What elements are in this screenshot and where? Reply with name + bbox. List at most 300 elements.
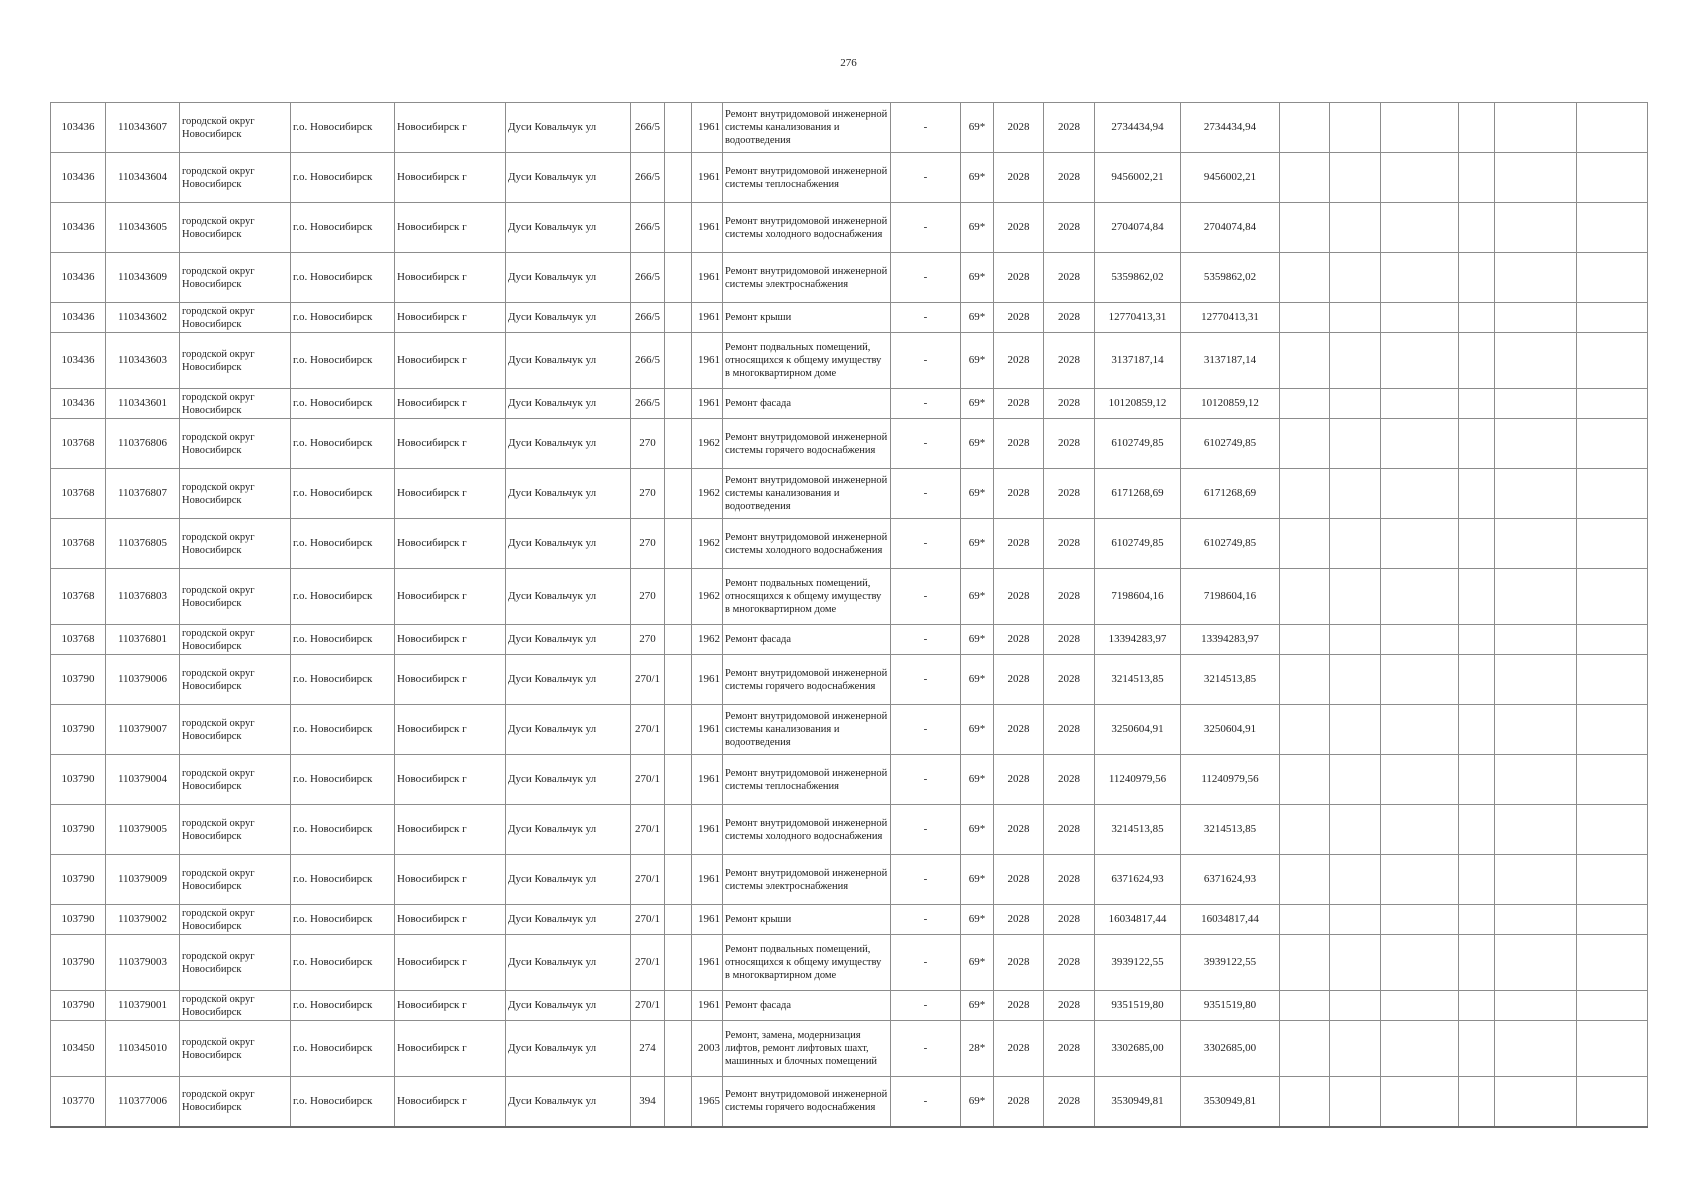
empty-cell (1459, 655, 1495, 705)
house-number-cell: 274 (631, 1021, 665, 1077)
city-cell: Новосибирск г (395, 991, 506, 1021)
work-type-cell: Ремонт внутридомовой инженерной системы канализования и водоотведения (723, 705, 891, 755)
empty-cell (1459, 303, 1495, 333)
empty-cell (1459, 855, 1495, 905)
empty-cell (1577, 303, 1648, 333)
building-cell (665, 519, 692, 569)
building-cell (665, 655, 692, 705)
building-cell (665, 203, 692, 253)
empty-cell (1459, 905, 1495, 935)
row-id-cell: 103436 (51, 303, 106, 333)
empty-cell (1577, 935, 1648, 991)
wear-percent-cell: 69* (961, 855, 994, 905)
plan-year-end-cell: 2028 (1044, 469, 1095, 519)
mark-cell: - (891, 905, 961, 935)
work-type-cell: Ремонт внутридомовой инженерной системы теплоснабжения (723, 153, 891, 203)
building-cell (665, 333, 692, 389)
city-cell: Новосибирск г (395, 569, 506, 625)
cost-cell: 9456002,21 (1095, 153, 1181, 203)
district-cell: г.о. Новосибирск (291, 1021, 395, 1077)
total-cost-cell: 10120859,12 (1181, 389, 1280, 419)
empty-cell (1280, 389, 1330, 419)
table-row (51, 855, 1648, 905)
page-number: 276 (840, 57, 857, 69)
object-code-cell: 110376801 (106, 625, 180, 655)
empty-cell (1381, 519, 1459, 569)
total-cost-cell: 12770413,31 (1181, 303, 1280, 333)
construction-year-cell: 1961 (692, 253, 723, 303)
municipality-cell: городской округ Новосибирск (180, 203, 291, 253)
empty-cell (1280, 153, 1330, 203)
empty-cell (1495, 153, 1577, 203)
municipality-cell: городской округ Новосибирск (180, 625, 291, 655)
municipality-cell: городской округ Новосибирск (180, 755, 291, 805)
empty-cell (1381, 253, 1459, 303)
row-id-cell: 103436 (51, 103, 106, 153)
cost-cell: 3214513,85 (1095, 655, 1181, 705)
empty-cell (1280, 705, 1330, 755)
empty-cell (1495, 333, 1577, 389)
mark-cell: - (891, 991, 961, 1021)
plan-year-end-cell: 2028 (1044, 655, 1095, 705)
mark-cell: - (891, 153, 961, 203)
object-code-cell: 110377006 (106, 1077, 180, 1127)
table-row (51, 103, 1648, 153)
wear-percent-cell: 69* (961, 303, 994, 333)
district-cell: г.о. Новосибирск (291, 333, 395, 389)
capital-repair-registry-table (50, 102, 1648, 1128)
mark-cell: - (891, 805, 961, 855)
empty-cell (1577, 103, 1648, 153)
empty-cell (1495, 755, 1577, 805)
construction-year-cell: 1961 (692, 805, 723, 855)
total-cost-cell: 3530949,81 (1181, 1077, 1280, 1127)
municipality-cell: городской округ Новосибирск (180, 303, 291, 333)
plan-year-end-cell: 2028 (1044, 1021, 1095, 1077)
table-row (51, 303, 1648, 333)
district-cell: г.о. Новосибирск (291, 203, 395, 253)
construction-year-cell: 1961 (692, 303, 723, 333)
work-type-cell: Ремонт внутридомовой инженерной системы холодного водоснабжения (723, 805, 891, 855)
empty-cell (1495, 805, 1577, 855)
object-code-cell: 110376806 (106, 419, 180, 469)
cost-cell: 3137187,14 (1095, 333, 1181, 389)
empty-cell (1495, 991, 1577, 1021)
plan-year-end-cell: 2028 (1044, 569, 1095, 625)
district-cell: г.о. Новосибирск (291, 303, 395, 333)
empty-cell (1495, 203, 1577, 253)
work-type-cell: Ремонт внутридомовой инженерной системы канализования и водоотведения (723, 103, 891, 153)
total-cost-cell: 3214513,85 (1181, 805, 1280, 855)
construction-year-cell: 2003 (692, 1021, 723, 1077)
empty-cell (1280, 625, 1330, 655)
mark-cell: - (891, 389, 961, 419)
empty-cell (1381, 1021, 1459, 1077)
street-cell: Дуси Ковальчук ул (506, 103, 631, 153)
house-number-cell: 266/5 (631, 103, 665, 153)
street-cell: Дуси Ковальчук ул (506, 419, 631, 469)
empty-cell (1495, 389, 1577, 419)
work-type-cell: Ремонт внутридомовой инженерной системы канализования и водоотведения (723, 469, 891, 519)
wear-percent-cell: 69* (961, 333, 994, 389)
total-cost-cell: 3939122,55 (1181, 935, 1280, 991)
mark-cell: - (891, 333, 961, 389)
cost-cell: 3530949,81 (1095, 1077, 1181, 1127)
municipality-cell: городской округ Новосибирск (180, 153, 291, 203)
empty-cell (1495, 655, 1577, 705)
street-cell: Дуси Ковальчук ул (506, 805, 631, 855)
municipality-cell: городской округ Новосибирск (180, 389, 291, 419)
cost-cell: 6102749,85 (1095, 519, 1181, 569)
municipality-cell: городской округ Новосибирск (180, 569, 291, 625)
district-cell: г.о. Новосибирск (291, 419, 395, 469)
object-code-cell: 110343607 (106, 103, 180, 153)
empty-cell (1459, 1021, 1495, 1077)
district-cell: г.о. Новосибирск (291, 253, 395, 303)
table-row (51, 935, 1648, 991)
house-number-cell: 266/5 (631, 389, 665, 419)
row-id-cell: 103770 (51, 1077, 106, 1127)
wear-percent-cell: 69* (961, 935, 994, 991)
empty-cell (1495, 1077, 1577, 1127)
object-code-cell: 110343602 (106, 303, 180, 333)
work-type-cell: Ремонт фасада (723, 625, 891, 655)
work-type-cell: Ремонт, замена, модернизация лифтов, ремонт лифтовых шахт, машинных и блочных помещений (723, 1021, 891, 1077)
municipality-cell: городской округ Новосибирск (180, 705, 291, 755)
row-id-cell: 103768 (51, 469, 106, 519)
work-type-cell: Ремонт подвальных помещений, относящихся к общему имуществу в многоквартирном доме (723, 569, 891, 625)
object-code-cell: 110379007 (106, 705, 180, 755)
plan-year-end-cell: 2028 (1044, 991, 1095, 1021)
construction-year-cell: 1962 (692, 419, 723, 469)
building-cell (665, 469, 692, 519)
table-row (51, 805, 1648, 855)
street-cell: Дуси Ковальчук ул (506, 625, 631, 655)
building-cell (665, 569, 692, 625)
empty-cell (1381, 705, 1459, 755)
total-cost-cell: 13394283,97 (1181, 625, 1280, 655)
empty-cell (1330, 519, 1381, 569)
empty-cell (1381, 203, 1459, 253)
construction-year-cell: 1961 (692, 755, 723, 805)
house-number-cell: 270/1 (631, 655, 665, 705)
district-cell: г.о. Новосибирск (291, 1077, 395, 1127)
empty-cell (1381, 855, 1459, 905)
street-cell: Дуси Ковальчук ул (506, 1077, 631, 1127)
building-cell (665, 153, 692, 203)
cost-cell: 3250604,91 (1095, 705, 1181, 755)
street-cell: Дуси Ковальчук ул (506, 469, 631, 519)
table-row (51, 1077, 1648, 1127)
street-cell: Дуси Ковальчук ул (506, 705, 631, 755)
house-number-cell: 266/5 (631, 303, 665, 333)
empty-cell (1577, 203, 1648, 253)
district-cell: г.о. Новосибирск (291, 519, 395, 569)
object-code-cell: 110376803 (106, 569, 180, 625)
empty-cell (1577, 153, 1648, 203)
empty-cell (1381, 935, 1459, 991)
building-cell (665, 755, 692, 805)
work-type-cell: Ремонт крыши (723, 303, 891, 333)
object-code-cell: 110376807 (106, 469, 180, 519)
mark-cell: - (891, 469, 961, 519)
construction-year-cell: 1961 (692, 935, 723, 991)
wear-percent-cell: 69* (961, 805, 994, 855)
plan-year-start-cell: 2028 (994, 469, 1044, 519)
empty-cell (1495, 469, 1577, 519)
city-cell: Новосибирск г (395, 203, 506, 253)
mark-cell: - (891, 755, 961, 805)
cost-cell: 11240979,56 (1095, 755, 1181, 805)
empty-cell (1280, 755, 1330, 805)
empty-cell (1280, 203, 1330, 253)
district-cell: г.о. Новосибирск (291, 705, 395, 755)
total-cost-cell: 6102749,85 (1181, 419, 1280, 469)
empty-cell (1459, 625, 1495, 655)
plan-year-start-cell: 2028 (994, 755, 1044, 805)
table-row (51, 991, 1648, 1021)
object-code-cell: 110343609 (106, 253, 180, 303)
mark-cell: - (891, 519, 961, 569)
construction-year-cell: 1965 (692, 1077, 723, 1127)
building-cell (665, 855, 692, 905)
cost-cell: 9351519,80 (1095, 991, 1181, 1021)
empty-cell (1280, 991, 1330, 1021)
empty-cell (1577, 519, 1648, 569)
municipality-cell: городской округ Новосибирск (180, 469, 291, 519)
construction-year-cell: 1962 (692, 519, 723, 569)
empty-cell (1577, 469, 1648, 519)
total-cost-cell: 3302685,00 (1181, 1021, 1280, 1077)
total-cost-cell: 9351519,80 (1181, 991, 1280, 1021)
street-cell: Дуси Ковальчук ул (506, 991, 631, 1021)
empty-cell (1330, 805, 1381, 855)
house-number-cell: 270/1 (631, 935, 665, 991)
municipality-cell: городской округ Новосибирск (180, 991, 291, 1021)
row-id-cell: 103768 (51, 569, 106, 625)
empty-cell (1381, 419, 1459, 469)
total-cost-cell: 7198604,16 (1181, 569, 1280, 625)
empty-cell (1330, 203, 1381, 253)
plan-year-start-cell: 2028 (994, 855, 1044, 905)
building-cell (665, 991, 692, 1021)
plan-year-start-cell: 2028 (994, 1077, 1044, 1127)
empty-cell (1330, 655, 1381, 705)
empty-cell (1495, 253, 1577, 303)
object-code-cell: 110379006 (106, 655, 180, 705)
empty-cell (1577, 905, 1648, 935)
plan-year-end-cell: 2028 (1044, 905, 1095, 935)
empty-cell (1459, 333, 1495, 389)
street-cell: Дуси Ковальчук ул (506, 333, 631, 389)
object-code-cell: 110379002 (106, 905, 180, 935)
plan-year-end-cell: 2028 (1044, 303, 1095, 333)
plan-year-start-cell: 2028 (994, 569, 1044, 625)
city-cell: Новосибирск г (395, 935, 506, 991)
table-row (51, 705, 1648, 755)
wear-percent-cell: 69* (961, 991, 994, 1021)
empty-cell (1280, 655, 1330, 705)
table-row (51, 625, 1648, 655)
object-code-cell: 110343603 (106, 333, 180, 389)
house-number-cell: 394 (631, 1077, 665, 1127)
street-cell: Дуси Ковальчук ул (506, 905, 631, 935)
city-cell: Новосибирск г (395, 253, 506, 303)
empty-cell (1280, 303, 1330, 333)
city-cell: Новосибирск г (395, 333, 506, 389)
total-cost-cell: 9456002,21 (1181, 153, 1280, 203)
district-cell: г.о. Новосибирск (291, 991, 395, 1021)
empty-cell (1459, 469, 1495, 519)
work-type-cell: Ремонт внутридомовой инженерной системы теплоснабжения (723, 755, 891, 805)
empty-cell (1495, 303, 1577, 333)
empty-cell (1459, 203, 1495, 253)
street-cell: Дуси Ковальчук ул (506, 519, 631, 569)
district-cell: г.о. Новосибирск (291, 855, 395, 905)
plan-year-start-cell: 2028 (994, 389, 1044, 419)
plan-year-end-cell: 2028 (1044, 805, 1095, 855)
cost-cell: 3939122,55 (1095, 935, 1181, 991)
municipality-cell: городской округ Новосибирск (180, 905, 291, 935)
plan-year-end-cell: 2028 (1044, 625, 1095, 655)
municipality-cell: городской округ Новосибирск (180, 333, 291, 389)
object-code-cell: 110343605 (106, 203, 180, 253)
house-number-cell: 270/1 (631, 705, 665, 755)
plan-year-start-cell: 2028 (994, 655, 1044, 705)
municipality-cell: городской округ Новосибирск (180, 1021, 291, 1077)
plan-year-start-cell: 2028 (994, 333, 1044, 389)
work-type-cell: Ремонт внутридомовой инженерной системы горячего водоснабжения (723, 1077, 891, 1127)
city-cell: Новосибирск г (395, 519, 506, 569)
table-row (51, 469, 1648, 519)
empty-cell (1577, 1077, 1648, 1127)
city-cell: Новосибирск г (395, 153, 506, 203)
house-number-cell: 270/1 (631, 905, 665, 935)
mark-cell: - (891, 419, 961, 469)
empty-cell (1577, 991, 1648, 1021)
building-cell (665, 103, 692, 153)
empty-cell (1280, 855, 1330, 905)
row-id-cell: 103436 (51, 203, 106, 253)
total-cost-cell: 3250604,91 (1181, 705, 1280, 755)
empty-cell (1330, 705, 1381, 755)
empty-cell (1330, 303, 1381, 333)
empty-cell (1577, 805, 1648, 855)
wear-percent-cell: 69* (961, 519, 994, 569)
street-cell: Дуси Ковальчук ул (506, 655, 631, 705)
empty-cell (1495, 905, 1577, 935)
building-cell (665, 253, 692, 303)
cost-cell: 13394283,97 (1095, 625, 1181, 655)
empty-cell (1280, 569, 1330, 625)
city-cell: Новосибирск г (395, 1077, 506, 1127)
object-code-cell: 110379001 (106, 991, 180, 1021)
empty-cell (1381, 805, 1459, 855)
empty-cell (1577, 333, 1648, 389)
table-row (51, 1021, 1648, 1077)
house-number-cell: 270 (631, 419, 665, 469)
empty-cell (1381, 625, 1459, 655)
empty-cell (1459, 103, 1495, 153)
plan-year-end-cell: 2028 (1044, 519, 1095, 569)
cost-cell: 7198604,16 (1095, 569, 1181, 625)
row-id-cell: 103436 (51, 253, 106, 303)
empty-cell (1280, 469, 1330, 519)
building-cell (665, 389, 692, 419)
table-row (51, 153, 1648, 203)
object-code-cell: 110343604 (106, 153, 180, 203)
empty-cell (1495, 519, 1577, 569)
cost-cell: 3302685,00 (1095, 1021, 1181, 1077)
plan-year-end-cell: 2028 (1044, 705, 1095, 755)
district-cell: г.о. Новосибирск (291, 805, 395, 855)
plan-year-start-cell: 2028 (994, 705, 1044, 755)
empty-cell (1381, 303, 1459, 333)
table-row (51, 389, 1648, 419)
construction-year-cell: 1961 (692, 153, 723, 203)
construction-year-cell: 1962 (692, 469, 723, 519)
house-number-cell: 270 (631, 519, 665, 569)
row-id-cell: 103790 (51, 991, 106, 1021)
work-type-cell: Ремонт внутридомовой инженерной системы электроснабжения (723, 253, 891, 303)
empty-cell (1381, 755, 1459, 805)
wear-percent-cell: 69* (961, 469, 994, 519)
district-cell: г.о. Новосибирск (291, 905, 395, 935)
empty-cell (1577, 855, 1648, 905)
row-id-cell: 103768 (51, 519, 106, 569)
plan-year-start-cell: 2028 (994, 519, 1044, 569)
city-cell: Новосибирск г (395, 419, 506, 469)
city-cell: Новосибирск г (395, 805, 506, 855)
empty-cell (1330, 991, 1381, 1021)
plan-year-start-cell: 2028 (994, 805, 1044, 855)
plan-year-end-cell: 2028 (1044, 203, 1095, 253)
district-cell: г.о. Новосибирск (291, 755, 395, 805)
registry-rows (51, 103, 1648, 1127)
building-cell (665, 705, 692, 755)
row-id-cell: 103790 (51, 755, 106, 805)
row-id-cell: 103790 (51, 805, 106, 855)
empty-cell (1495, 103, 1577, 153)
mark-cell: - (891, 855, 961, 905)
plan-year-end-cell: 2028 (1044, 935, 1095, 991)
construction-year-cell: 1961 (692, 103, 723, 153)
plan-year-start-cell: 2028 (994, 303, 1044, 333)
city-cell: Новосибирск г (395, 755, 506, 805)
cost-cell: 2734434,94 (1095, 103, 1181, 153)
empty-cell (1330, 419, 1381, 469)
municipality-cell: городской округ Новосибирск (180, 855, 291, 905)
empty-cell (1330, 625, 1381, 655)
empty-cell (1495, 705, 1577, 755)
total-cost-cell: 16034817,44 (1181, 905, 1280, 935)
work-type-cell: Ремонт фасада (723, 991, 891, 1021)
street-cell: Дуси Ковальчук ул (506, 1021, 631, 1077)
empty-cell (1459, 705, 1495, 755)
building-cell (665, 625, 692, 655)
wear-percent-cell: 69* (961, 655, 994, 705)
house-number-cell: 266/5 (631, 253, 665, 303)
empty-cell (1459, 153, 1495, 203)
row-id-cell: 103790 (51, 655, 106, 705)
mark-cell: - (891, 935, 961, 991)
empty-cell (1381, 991, 1459, 1021)
table-row (51, 755, 1648, 805)
row-id-cell: 103790 (51, 855, 106, 905)
city-cell: Новосибирск г (395, 103, 506, 153)
empty-cell (1459, 1077, 1495, 1127)
house-number-cell: 270/1 (631, 805, 665, 855)
